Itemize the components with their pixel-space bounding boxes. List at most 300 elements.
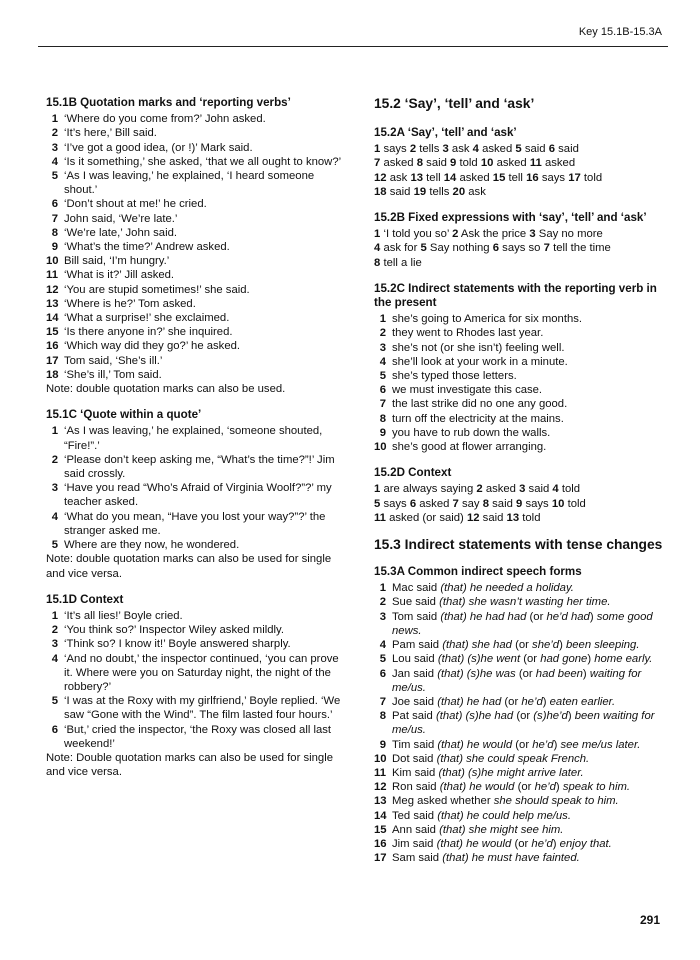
- answer-item: [374, 397, 674, 411]
- exercise-section: [46, 408, 344, 580]
- section-title: 15.2B Fixed expressions with ‘say’, ‘tell’ and ‘ask’: [374, 211, 647, 225]
- item-text: ‘I’ve got a good idea, (or !)’ Mark said.: [64, 141, 253, 154]
- item-number: 5: [51, 695, 58, 708]
- answer-item: [46, 339, 344, 353]
- item-number: 11: [529, 157, 542, 170]
- answer-line: [374, 171, 674, 185]
- text-segment: (that) she might see him.: [439, 823, 564, 836]
- chapter-heading: 15.3 Indirect statements with tense changes: [374, 537, 663, 553]
- text-segment: Jim said: [392, 837, 437, 850]
- section-title: 15.1D Context: [46, 592, 124, 606]
- answer-line: [374, 482, 674, 496]
- item-text: [392, 611, 653, 637]
- text-segment: speak to him.: [562, 781, 631, 794]
- item-text: ‘You are stupid sometimes!’ she said.: [64, 283, 250, 296]
- item-number: 13: [374, 795, 387, 808]
- answer-item: [46, 240, 344, 254]
- text-segment: Tom said: [392, 610, 441, 623]
- item-text: tell: [508, 171, 523, 184]
- item-number: 6: [379, 667, 386, 680]
- section-title: 15.1B Quotation marks and ‘reporting verbs’: [46, 96, 291, 109]
- item-number: 15: [492, 171, 506, 184]
- text-segment: ): [552, 837, 560, 850]
- text-segment: Mac said: [392, 582, 441, 595]
- item-text: [392, 668, 641, 694]
- text-segment: Pam said: [392, 639, 443, 652]
- item-text: the last strike did no one any good.: [392, 398, 568, 411]
- item-text: asked: [459, 171, 490, 184]
- item-text: ask for: [383, 242, 418, 255]
- text-segment: (or: [514, 837, 532, 850]
- item-number: 3: [51, 638, 58, 651]
- item-text: Say nothing: [429, 242, 490, 255]
- item-text: ‘What’s the time?’ Andrew asked.: [64, 241, 230, 254]
- item-number: 3: [51, 482, 58, 495]
- answer-item: [46, 354, 344, 368]
- header-rule: [38, 46, 668, 47]
- item-number: 18: [374, 185, 387, 198]
- item-number: 3: [51, 141, 58, 154]
- item-number: 6: [409, 497, 417, 510]
- page-number: 291: [639, 913, 660, 927]
- item-text: ‘I told you so’: [383, 228, 449, 241]
- item-number: 7: [51, 212, 58, 225]
- item-text: John said, ‘We’re late.’: [64, 212, 178, 225]
- item-number: 13: [46, 297, 59, 310]
- text-segment: (that) he must have fainted.: [442, 852, 580, 865]
- item-number: 1: [374, 143, 381, 156]
- item-text: ‘Which way did they go?’ he asked.: [64, 340, 241, 353]
- item-text: ‘She’s ill,’ Tom said.: [64, 368, 162, 381]
- item-text: ‘But,’ cried the inspector, ‘the Roxy was closed all last weekend!’: [64, 723, 332, 750]
- item-text: ask: [468, 185, 486, 198]
- section-title: 15.2A ‘Say’, ‘tell’ and ‘ask’: [374, 126, 517, 139]
- answer-item: [46, 297, 344, 311]
- answer-item: [46, 510, 344, 538]
- item-number: 11: [46, 269, 58, 282]
- text-segment: Dot said: [392, 752, 437, 765]
- text-segment: ): [559, 639, 566, 652]
- text-segment: Pat said: [392, 710, 436, 723]
- item-text: said: [558, 143, 579, 156]
- answer-item: [374, 752, 674, 766]
- item-text: says: [383, 143, 407, 156]
- text-segment: (or: [516, 710, 534, 723]
- answer-item: [46, 368, 344, 382]
- text-segment: (that) he would: [437, 738, 516, 751]
- item-number: 5: [51, 539, 58, 552]
- item-text: ‘Have you read “Who’s Afraid of Virginia Woolf?”?’ my teacher asked.: [64, 482, 332, 509]
- answer-item: [46, 453, 344, 481]
- text-segment: waiting for me/us.: [392, 667, 642, 694]
- item-text: told: [561, 483, 581, 496]
- text-segment: ): [555, 781, 563, 794]
- item-number: 7: [543, 242, 550, 255]
- item-number: 17: [374, 852, 387, 865]
- answer-item: [374, 851, 674, 865]
- item-number: 5: [374, 497, 381, 510]
- item-text: ‘What a surprise!’ she exclaimed.: [64, 312, 230, 325]
- answer-item: [46, 623, 344, 637]
- item-text: [392, 810, 571, 822]
- item-text: we must investigate this case.: [392, 384, 543, 397]
- text-segment: eaten earlier.: [549, 695, 616, 708]
- item-text: said: [524, 143, 546, 156]
- item-text: told: [567, 497, 586, 510]
- item-number: 2: [452, 228, 459, 241]
- answer-item: [46, 169, 344, 197]
- right-column: [374, 96, 674, 877]
- item-text: ask: [451, 143, 470, 156]
- item-number: 11: [374, 766, 386, 779]
- text-segment: he’d: [531, 837, 553, 850]
- text-segment: she should speak to him.: [493, 795, 619, 808]
- item-number: 10: [480, 157, 494, 170]
- answer-item: [374, 326, 674, 340]
- item-number: 5: [379, 653, 386, 666]
- text-segment: (that) he would: [439, 781, 518, 794]
- text-segment: (or: [517, 781, 535, 794]
- item-number: 11: [374, 511, 386, 524]
- item-number: 7: [379, 695, 386, 708]
- item-text: tells: [429, 185, 450, 198]
- answer-item: [374, 355, 674, 369]
- item-text: tell a lie: [383, 256, 422, 269]
- item-text: [392, 824, 563, 836]
- text-segment: Kim said: [392, 766, 439, 779]
- answer-item: [374, 426, 674, 440]
- item-text: asked: [496, 157, 527, 170]
- item-number: 8: [379, 710, 386, 723]
- item-number: 14: [374, 809, 387, 822]
- item-text: they went to Rhodes last year.: [392, 327, 544, 340]
- item-number: 1: [51, 425, 58, 438]
- text-segment: he’d: [532, 738, 554, 751]
- item-text: [392, 582, 574, 594]
- item-text: [392, 696, 615, 708]
- item-text: ‘We’re late,’ John said.: [64, 226, 178, 239]
- text-segment: Tim said: [392, 738, 438, 751]
- item-number: 15: [374, 823, 387, 836]
- item-number: 8: [482, 497, 490, 510]
- item-text: said: [426, 157, 447, 170]
- answer-item: [46, 197, 344, 211]
- item-text: she’s not (or she isn’t) feeling well.: [392, 341, 565, 354]
- item-text: says: [383, 497, 407, 510]
- item-number: 16: [374, 837, 387, 850]
- text-segment: ): [553, 738, 561, 751]
- text-segment: she’d: [532, 639, 560, 652]
- exercise-15-2b: [374, 211, 674, 270]
- item-text: say: [461, 497, 480, 510]
- item-number: 9: [379, 738, 386, 751]
- answer-item: [374, 695, 674, 709]
- text-segment: (that) (s)he went: [437, 653, 524, 666]
- item-text: [392, 653, 652, 665]
- answer-item: [374, 341, 674, 355]
- answer-item: [374, 809, 674, 823]
- item-text: said: [482, 511, 504, 524]
- item-number: 3: [529, 228, 536, 241]
- text-segment: had gone: [540, 653, 588, 666]
- item-number: 2: [379, 327, 386, 340]
- item-text: ‘Please don’t keep asking me, “What’s the time?”!’ Jim said crossly.: [64, 453, 335, 481]
- item-number: 1: [51, 609, 58, 622]
- text-segment: Meg asked whether: [392, 795, 494, 808]
- answer-line: [374, 497, 674, 511]
- text-segment: been waiting for me/us.: [392, 710, 655, 737]
- answer-item: [46, 311, 344, 325]
- text-segment: Sue said: [392, 596, 440, 609]
- item-number: 2: [379, 596, 386, 609]
- answer-line: [374, 156, 674, 170]
- answer-item: [374, 312, 674, 326]
- text-segment: Lou said: [392, 653, 438, 666]
- item-number: 12: [374, 171, 387, 184]
- item-number: 3: [379, 341, 386, 354]
- text-segment: (or: [504, 695, 522, 708]
- answer-item: [46, 268, 344, 282]
- item-number: 6: [379, 384, 386, 397]
- item-number: 13: [506, 511, 520, 524]
- item-number: 10: [46, 255, 59, 268]
- item-number: 1: [374, 228, 381, 241]
- item-number: 12: [46, 283, 59, 296]
- answer-item: [374, 709, 674, 737]
- item-number: 2: [409, 143, 417, 156]
- item-text: ‘Where do you come from?’ John asked.: [64, 113, 266, 126]
- item-text: asked: [419, 497, 450, 510]
- text-segment: (that) she had: [442, 639, 516, 652]
- text-segment: Sam said: [392, 852, 443, 865]
- item-text: ‘What is it?’ Jill asked.: [64, 269, 175, 282]
- answer-item: [46, 254, 344, 268]
- item-text: Tom said, ‘She’s ill.’: [64, 354, 163, 367]
- answer-item: [46, 155, 344, 169]
- item-text: she’s good at flower arranging.: [392, 441, 547, 454]
- item-number: 1: [51, 113, 58, 126]
- answer-line: [374, 227, 674, 241]
- item-text: Say no more: [538, 228, 603, 241]
- item-number: 4: [379, 355, 386, 368]
- answer-item: [46, 637, 344, 651]
- item-number: 4: [51, 652, 58, 665]
- section-title: 15.3A Common indirect speech forms: [374, 565, 582, 579]
- item-number: 4: [51, 155, 58, 168]
- item-text: ask: [389, 171, 408, 184]
- item-text: are always saying: [383, 483, 474, 496]
- item-number: 8: [51, 226, 58, 239]
- item-text: asked: [482, 143, 513, 156]
- item-number: 3: [442, 143, 449, 156]
- exercise-15-2c: [374, 282, 674, 454]
- chapter-heading: 15.2 ‘Say’, ‘tell’ and ‘ask’: [374, 96, 535, 111]
- item-text: ‘What do you mean, “Have you lost your way?”?’ the stranger asked me.: [64, 510, 326, 537]
- item-number: 12: [466, 511, 480, 524]
- item-text: told: [459, 157, 478, 170]
- text-segment: ): [542, 695, 550, 708]
- text-segment: (or: [515, 639, 533, 652]
- item-number: 10: [374, 752, 387, 765]
- text-segment: (that) he had: [437, 695, 505, 708]
- answer-item: [374, 440, 674, 454]
- item-number: 8: [374, 256, 381, 269]
- text-segment: had been: [535, 667, 583, 680]
- item-text: ‘Don’t shout at me!’ he cried.: [64, 198, 207, 211]
- item-number: 18: [46, 368, 59, 381]
- item-number: 10: [374, 441, 387, 454]
- item-number: 8: [416, 157, 424, 170]
- item-number: 5: [51, 170, 58, 183]
- answer-item: [374, 581, 674, 595]
- text-segment: he’d had: [546, 610, 590, 623]
- answer-item: [46, 609, 344, 623]
- item-number: 2: [476, 483, 483, 496]
- item-number: 6: [492, 242, 500, 255]
- item-number: 7: [452, 497, 459, 510]
- answer-item: [374, 738, 674, 752]
- item-number: 17: [568, 171, 581, 184]
- text-segment: ): [587, 653, 595, 666]
- item-text: told: [583, 171, 603, 184]
- answer-item: [374, 369, 674, 383]
- item-text: ‘I was at the Roxy with my girlfriend,’ Boyle replied. ‘We saw “Gone with the Wind”. The film lasted four hours.’: [64, 695, 341, 722]
- item-number: 13: [410, 171, 424, 184]
- item-number: 1: [379, 582, 386, 595]
- item-number: 5: [515, 143, 522, 156]
- item-text: ‘It’s here,’ Bill said.: [64, 127, 157, 140]
- text-segment: (or: [529, 610, 547, 623]
- text-segment: Jan said: [392, 667, 438, 680]
- item-text: Bill said, ‘I’m hungry.’: [64, 255, 170, 268]
- answer-item: [374, 383, 674, 397]
- item-number: 5: [379, 370, 386, 383]
- answer-item: [374, 638, 674, 652]
- text-segment: (that) he would: [436, 837, 515, 850]
- answer-item: [46, 723, 344, 751]
- item-text: [392, 710, 655, 736]
- item-text: Ask the price: [460, 228, 527, 241]
- answer-line: [374, 241, 674, 255]
- section-title: 15.2D Context: [374, 466, 452, 480]
- answer-item: [374, 837, 674, 851]
- answer-item: [46, 283, 344, 297]
- item-number: 15: [46, 326, 59, 339]
- item-text: [392, 739, 640, 751]
- answer-item: [374, 794, 674, 808]
- item-text: Where are they now, he wondered.: [64, 539, 240, 552]
- item-text: [392, 767, 584, 779]
- item-number: 2: [51, 127, 58, 140]
- answer-item: [46, 325, 344, 339]
- text-segment: ): [567, 710, 575, 723]
- item-number: 4: [51, 510, 58, 523]
- answer-item: [374, 766, 674, 780]
- item-text: says: [541, 171, 566, 184]
- text-segment: Joe said: [392, 695, 438, 708]
- answer-item: [46, 141, 344, 155]
- item-number: 5: [420, 242, 427, 255]
- answer-line: [374, 511, 674, 525]
- item-number: 9: [516, 497, 523, 510]
- item-text: ‘Is there anyone in?’ she inquired.: [64, 326, 233, 339]
- answer-item: [46, 126, 344, 140]
- item-text: ‘As I was leaving,’ he explained, ‘I heard someone shout.’: [64, 170, 315, 197]
- item-text: ‘And no doubt,’ the inspector continued, ‘you can prove it. Where were you on Saturday night, the night of the robbery?’: [64, 652, 339, 693]
- item-number: 10: [551, 497, 565, 510]
- text-segment: Ron said: [392, 781, 440, 794]
- text-segment: (that) she wasn’t wasting her time.: [439, 596, 611, 609]
- text-segment: Ted said: [392, 809, 438, 822]
- text-segment: (s)he’d: [533, 710, 568, 723]
- answer-item: [46, 212, 344, 226]
- text-segment: (that) he could help me/us.: [437, 809, 571, 822]
- page-header-key: Key 15.1B-15.3A: [578, 26, 662, 38]
- text-segment: ): [582, 667, 590, 680]
- item-number: 6: [51, 198, 58, 211]
- item-number: 2: [51, 453, 58, 466]
- text-segment: home early.: [594, 653, 653, 666]
- text-segment: see me/us later.: [560, 738, 641, 751]
- item-number: 4: [552, 483, 559, 496]
- item-number: 7: [374, 157, 381, 170]
- item-number: 16: [46, 340, 59, 353]
- item-text: ‘It’s all lies!’ Boyle cried.: [64, 609, 183, 622]
- text-segment: he’d: [534, 781, 556, 794]
- item-number: 17: [46, 354, 59, 367]
- left-column: [46, 96, 344, 791]
- answer-line: [374, 185, 674, 199]
- text-segment: (or: [515, 738, 533, 751]
- section-note: Note: Double quotation marks can also be used for single and vice versa.: [46, 751, 333, 779]
- item-text: ‘As I was leaving,’ he explained, ‘someone shouted, “Fire!”.’: [64, 425, 323, 452]
- answer-item: [374, 823, 674, 837]
- answer-item: [374, 667, 674, 695]
- item-text: turn off the electricity at the mains.: [392, 412, 564, 425]
- item-number: 1: [379, 313, 386, 326]
- answer-item: [46, 481, 344, 509]
- item-text: [392, 781, 630, 793]
- section-title: 15.1C ‘Quote within a quote’: [46, 408, 202, 422]
- item-number: 19: [413, 185, 427, 198]
- text-segment: (or: [523, 653, 541, 666]
- item-number: 14: [443, 171, 457, 184]
- answer-item: [374, 610, 674, 638]
- section-note: Note: double quotation marks can also be used for single and vice versa.: [46, 553, 332, 580]
- answer-item: [374, 595, 674, 609]
- item-text: tell: [426, 171, 441, 184]
- item-number: 1: [374, 483, 381, 496]
- section-note: Note: double quotation marks can also be used.: [46, 383, 286, 396]
- item-text: [392, 795, 619, 807]
- text-segment: ): [589, 610, 597, 623]
- item-text: asked: [485, 483, 516, 496]
- item-number: 20: [452, 185, 466, 198]
- item-text: ‘Is it something,’ she asked, ‘that we all ought to know?’: [64, 155, 342, 168]
- item-number: 9: [379, 426, 386, 439]
- item-text: [392, 838, 612, 850]
- answer-item: [374, 780, 674, 794]
- item-number: 12: [374, 781, 387, 794]
- item-number: 3: [379, 610, 386, 623]
- item-text: said: [492, 497, 513, 510]
- item-text: asked: [544, 157, 576, 170]
- text-segment: (that) (s)he was: [437, 667, 519, 680]
- item-text: she’s going to America for six months.: [392, 313, 583, 326]
- answer-item: [46, 112, 344, 126]
- item-text: [392, 753, 589, 765]
- answer-line: [374, 142, 674, 156]
